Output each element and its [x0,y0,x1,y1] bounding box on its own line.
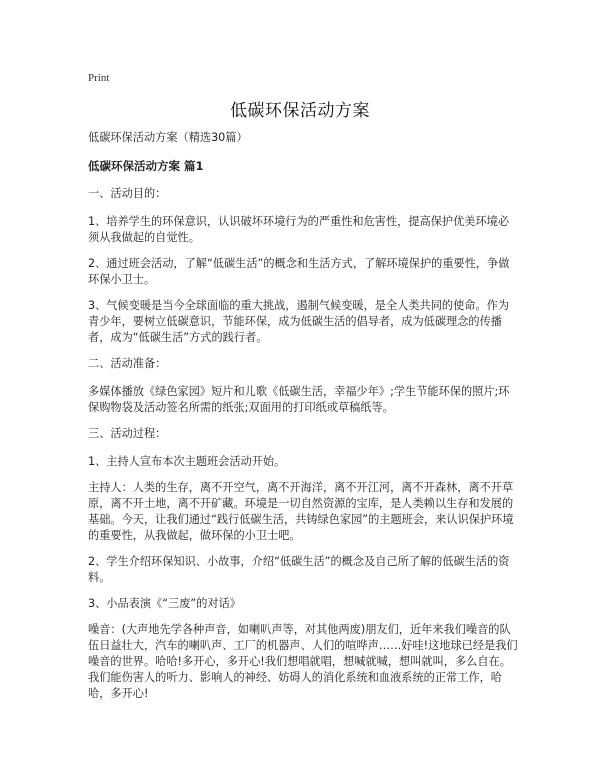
document-title: 低碳环保活动方案 [230,101,370,121]
paragraph: 噪音：(大声地先学各种声音，如喇叭声等，对其他两废)朋友们，近年来我们噪音的队伍日益壮大，汽车的喇叭声、工厂的机器声、人们的喧哗声……好哇!这地球已经是我们噪音的世界。哈哈!多开心，多开心!我们想唱就唱，想喊就喊，想叫就叫，多么自在。我们能伤害人的听力、影响人的神经、妨碍人的消化系统和血液系统的正常工作，哈哈，多开心! [88,623,518,700]
paragraph: 多媒体播放《绿色家园》短片和儿歌《低碳生活，幸福少年》;学生节能环保的照片;环保购物袋及活动签名所需的纸张;双面用的打印纸或草稿纸等。 [88,385,510,414]
section-heading: 一、活动目的： [88,187,167,200]
section-heading: 三、活动过程： [88,427,167,440]
chapter-heading: 低碳环保活动方案 篇1 [88,159,204,173]
paragraph: 1、培养学生的环保意识，认识破坏环境行为的严重性和危害性，提高保护优美环境必须从我做起的自觉性。 [88,215,510,244]
paragraph: 1、主持人宣布本次主题班会活动开始。 [88,455,286,468]
document-subtitle: 低碳环保活动方案（精选30篇） [88,131,248,144]
paragraph: 主持人：人类的生存，离不开空气，离不开海洋，离不开江河，离不开森林，离不开草原，离不开土地，离不开矿藏。环境是一切自然资源的宝库，是人类赖以生存和发展的基础。今天，让我们通过“践行低碳生活，共铸绿色家园”的主题班会，来认识保护环境的重要性，从我做起，做环保的小卫士吧。 [88,481,514,542]
print-link[interactable]: Print [88,72,110,84]
paragraph: 3、气候变暖是当今全球面临的重大挑战，遏制气候变暖，是全人类共同的使命。作为青少年，要树立低碳意识，节能环保，成为低碳生活的倡导者，成为低碳理念的传播者，成为“低碳生活”方式的践行者。 [88,299,510,344]
paragraph: 3、小品表演《“三废”的对话》 [88,597,241,610]
paragraph: 2、学生介绍环保知识、小故事，介绍“低碳生活”的概念及自己所了解的低碳生活的资料。 [88,555,510,584]
document-body [88,130,518,712]
section-heading: 二、活动准备： [88,357,167,370]
paragraph: 2、通过班会活动，了解“低碳生活”的概念和生活方式，了解环境保护的重要性，争做环保小卫士。 [88,257,510,286]
